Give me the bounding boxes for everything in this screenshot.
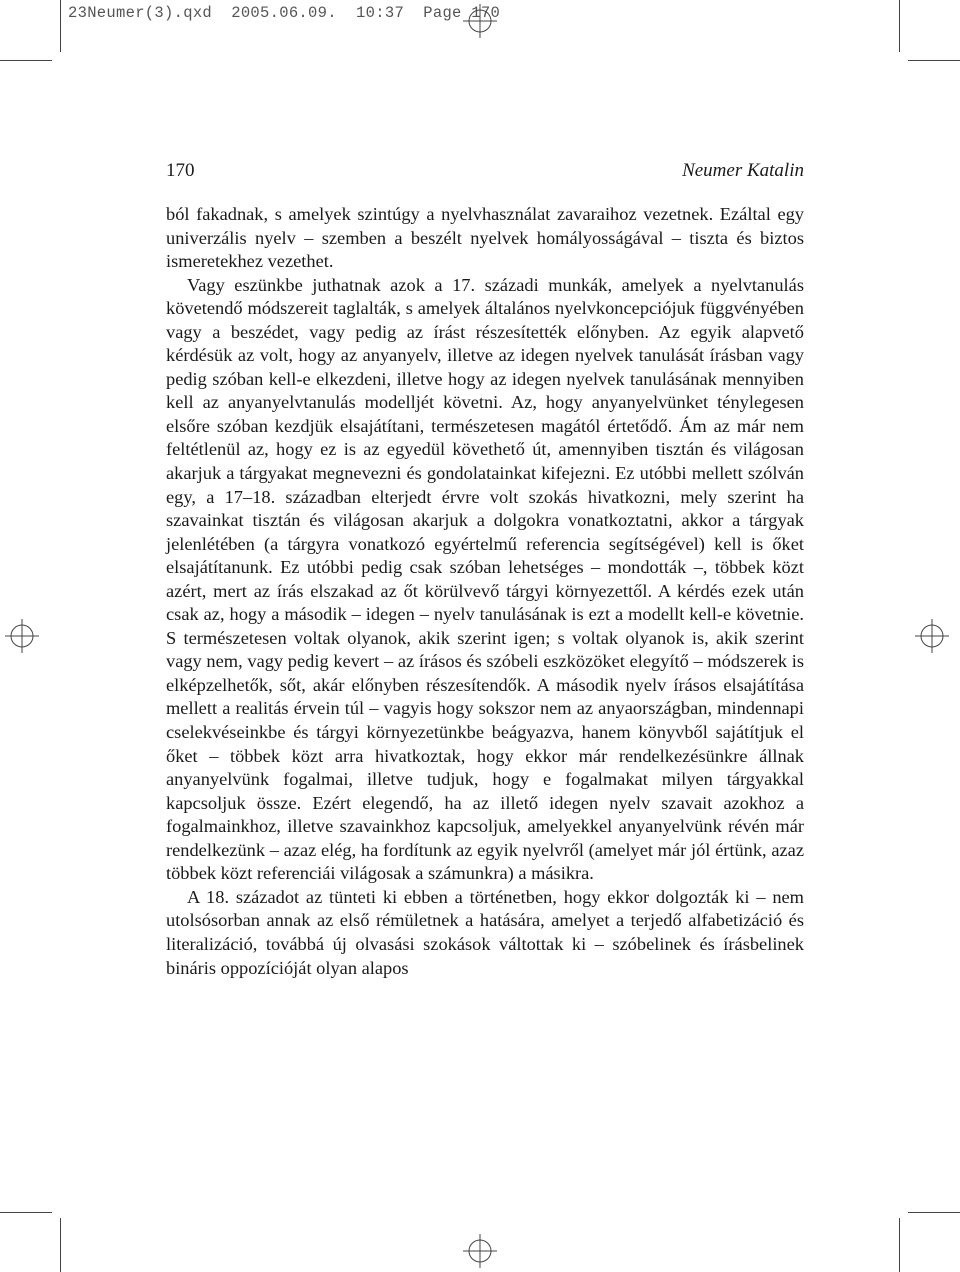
registration-mark-bottom <box>463 1234 497 1268</box>
paragraph: Vagy eszünkbe juthatnak azok a 17. századi munkák, amelyek a nyelvtanulás követendő módszereit taglalták, s amelyek általános nyelvkoncepciójuk függvényében vagy a beszédet, vagy pedig az írást részesítették előnyben. Az egyik alapvető kérdésük az volt, hogy az anyanyelv, illetve az idegen nyelvek tanulását írásban vagy pedig szóban kell-e elkezdeni, illetve hogy az idegen nyelvek tanulásának mennyiben kell az anyanyelvtanulás modelljét követni. Az, hogy anyanyelvünket ténylegesen elsőre szóban kezdjük elsajátítani, természetesen magától értetődő. Ám az már nem feltétlenül az, hogy ez is az egyedül követhető út, amennyiben tisztán és világosan akarjuk a tárgyakat megnevezni és gondolatainkat kifejezni. Ez utóbbi mellett szólván egy, a 17–18. században elterjedt érvre volt szokás hivatkozni, mely szerint ha szavainkat tisztán és világosan akarjuk a dolgokra vonatkoztatni, akkor a tárgyak jelenlétében (a tárgyra vonatkozó egyértelmű referencia segítségével) kell is őket elsajátítanunk. Ez utóbbi pedig csak szóban lehetséges – mondották –, többek közt azért, mert az írás elszakad az őt körülvevő tárgyi környezettől. A kérdés ezek után csak az, hogy a második – idegen – nyelv tanulásának is ezt a modellt kell-e követnie. S természetesen voltak olyanok, akik szerint igen; s voltak olyanok is, akik szerint vagy nem, vagy pedig kevert – az írásos és szóbeli eszközöket elegyítő – módszerek is elképzelhetők, sőt, akár előnyben részesítendők. A második nyelv írásos elsajátítása mellett a realitás érvein túl – vagyis hogy sokszor nem az anyaországban, mindennapi cselekvéseinkbe és tárgyi környezetünkbe beágyazva, hanem könyvből sajátítjuk el őket – többek közt arra hivatkoztak, hogy ekkor már rendelkezésünkre állnak anyanyelvünk fogalmai, illetve tudjuk, hogy e fogalmakat milyen tárgyakkal kapcsoljuk össze. Ezért elegendő, ha az illető idegen nyelv szavait azokhoz a fogalmainkhoz, illetve szavainkhoz kapcsoljuk, amelyekkel anyanyelvünk révén már rendelkezünk – azaz elég, ha fordítunk az egyik nyelvről (amelyet már jól értünk, azaz többek közt referenciái világosak a számunkra) a másikra. <box>166 274 804 884</box>
crop-mark-top-right-horizontal <box>908 60 960 61</box>
crop-mark-bottom-left-horizontal <box>0 1212 52 1213</box>
running-header <box>166 160 804 186</box>
crop-mark-bottom-right-horizontal <box>908 1212 960 1213</box>
print-slug: 23Neumer(3).qxd 2005.06.09. 10:37 Page 170 <box>68 4 501 22</box>
crop-mark-bottom-right <box>899 1218 900 1272</box>
registration-mark-right <box>915 619 949 653</box>
running-author: Neumer Katalin <box>682 160 804 181</box>
crop-mark-bottom-left <box>60 1218 61 1272</box>
crop-mark-top-right <box>899 0 900 52</box>
crop-mark-top-left-horizontal <box>0 60 52 61</box>
paragraph-continuation: ból fakadnak, s amelyek szintúgy a nyelvhasználat zavaraihoz vezetnek. Ezáltal egy univerzális nyelv – szemben a beszélt nyelvek homályosságával – tiszta és biztos ismeretekhez vezethet. <box>166 204 804 272</box>
body-text <box>166 203 804 980</box>
registration-mark-top <box>463 4 497 38</box>
page-number: 170 <box>166 160 195 181</box>
registration-mark-left <box>5 619 39 653</box>
paragraph: A 18. századot az tünteti ki ebben a történetben, hogy ekkor dolgozták ki – nem utolsósorban annak az első rémületnek a hatására, amelyet a terjedő alfabetizáció és literalizáció, továbbá új olvasási szokások váltottak ki – szóbelinek és írásbelinek bináris oppozícióját olyan alapos <box>166 886 804 978</box>
crop-mark-top-left <box>60 0 61 52</box>
